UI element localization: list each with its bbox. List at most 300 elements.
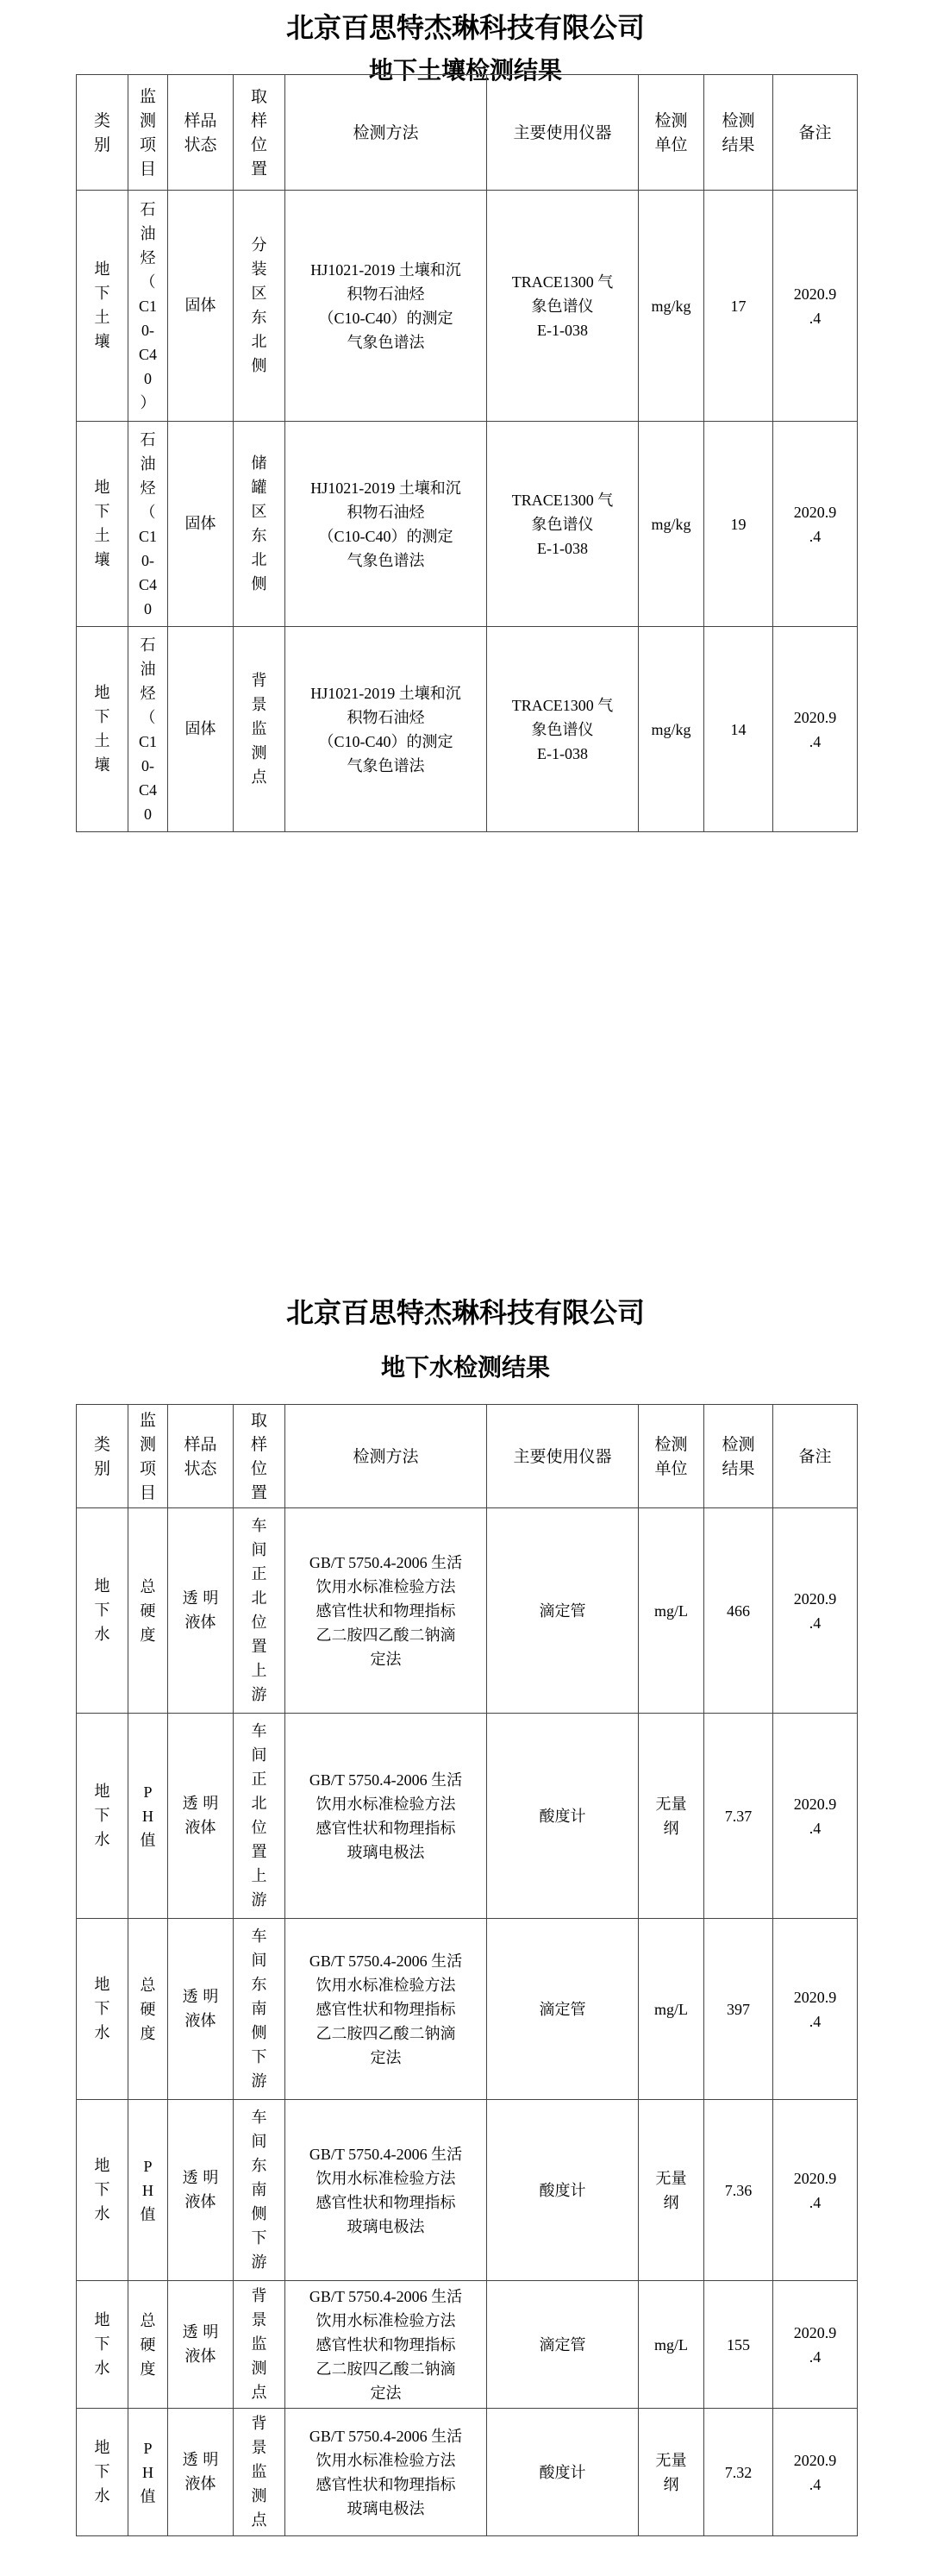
category-cell-line: 地 [94, 2438, 110, 2457]
method-cell [285, 627, 487, 832]
location-cell-line: 区 [251, 502, 267, 521]
header-category-line: 类 [93, 110, 110, 130]
header-location-line: 置 [250, 159, 267, 179]
item-cell-line: 油 [140, 454, 156, 473]
item-cell-line: 硬 [140, 1601, 156, 1620]
location-cell-line: 间 [251, 2132, 267, 2151]
category-cell-line: 壤 [94, 550, 110, 569]
item-cell-line: 总 [140, 1577, 156, 1595]
location-cell-line: 游 [251, 2253, 267, 2272]
method-cell-line: 定法 [370, 1650, 402, 1668]
category-cell [77, 2281, 128, 2409]
method-cell-line: 饮用水标准检验方法 [316, 2451, 456, 2469]
groundwater-results-table [76, 1404, 858, 2536]
item-cell-line: 0- [141, 551, 154, 569]
unit-cell [639, 2409, 704, 2536]
item-cell-line: 值 [140, 1831, 156, 1849]
location-cell-line: 车 [251, 1516, 267, 1535]
method-cell-line: GB/T 5750.4-2006 生活 [309, 1771, 463, 1789]
location-cell-line: 测 [251, 2486, 267, 2505]
method-cell-line: 积物石油烃 [347, 708, 425, 726]
item-cell-line: 油 [140, 224, 156, 242]
unit-cell: mg/kg [639, 191, 704, 422]
item-cell-line: C1 [138, 297, 157, 315]
item-cell-line: C4 [138, 780, 157, 799]
unit-cell-line: 无量 [655, 2169, 687, 2187]
category-cell-line: 下 [94, 284, 110, 303]
state-cell: 固体 [168, 191, 234, 422]
header-location-line: 样 [250, 1434, 267, 1454]
category-cell-line: 壤 [94, 755, 110, 774]
remark-cell-line: 2020.9 [793, 2323, 837, 2341]
remark-cell-line: 2020.9 [793, 2169, 837, 2187]
location-cell [234, 2281, 285, 2409]
category-cell-line: 土 [94, 731, 110, 750]
state-cell [168, 1508, 234, 1714]
item-cell-line: 石 [140, 430, 156, 448]
remark-cell-line: 2020.9 [793, 1988, 837, 2006]
instrument-cell-line: 酸度计 [539, 2181, 586, 2199]
header-remark: 备注 [773, 75, 858, 191]
item-cell [128, 627, 168, 832]
item-cell-line: 总 [140, 1976, 156, 1994]
location-cell-line: 侧 [251, 2023, 267, 2042]
instrument-cell-line: E-1-038 [537, 539, 588, 557]
category-cell [77, 627, 128, 832]
location-cell-line: 间 [251, 1540, 267, 1559]
category-cell-line: 地 [94, 260, 110, 279]
location-cell-line: 下 [251, 2047, 267, 2066]
item-cell-line: 油 [140, 660, 156, 678]
header-category-line: 类 [93, 1434, 110, 1454]
header-result-line: 结果 [722, 1458, 755, 1478]
method-cell [285, 2100, 487, 2281]
method-cell-line: GB/T 5750.4-2006 生活 [309, 2427, 463, 2445]
remark-cell [773, 422, 858, 627]
header-item-line: 目 [139, 159, 156, 179]
location-cell-line: 间 [251, 1746, 267, 1764]
item-cell-line: 总 [140, 2311, 156, 2329]
method-cell-line: 玻璃电极法 [347, 2217, 425, 2235]
method-cell-line: HJ1021-2019 土壤和沉 [310, 260, 461, 279]
category-cell [77, 191, 128, 422]
location-cell-line: 点 [251, 2510, 267, 2529]
item-cell-line: 0 [144, 369, 152, 387]
unit-cell-line: 纲 [663, 1819, 679, 1837]
item-cell-line: 值 [140, 2205, 156, 2223]
method-cell [285, 191, 487, 422]
table-row [77, 2409, 858, 2536]
item-cell-line: PH [142, 1783, 153, 1825]
result-cell: 7.37 [704, 1714, 773, 1919]
location-cell-line: 位 [251, 1613, 267, 1632]
location-cell-line: 游 [251, 1890, 267, 1909]
location-cell [234, 1714, 285, 1919]
method-cell [285, 422, 487, 627]
instrument-cell-line: 象色谱仪 [531, 297, 594, 315]
method-cell-line: （C10-C40）的测定 [318, 732, 453, 750]
header-category-line: 别 [93, 1458, 110, 1478]
state-cell-line: 透 明 [182, 1589, 219, 1608]
remark-cell-line: 2020.9 [793, 285, 837, 303]
method-cell [285, 2409, 487, 2536]
header-item-line: 测 [139, 1434, 156, 1454]
method-cell-line: 感官性状和物理指标 [316, 2335, 456, 2353]
method-cell [285, 2281, 487, 2409]
header-category-line: 别 [93, 135, 110, 154]
instrument-cell-line: 象色谱仪 [531, 720, 594, 738]
method-cell-line: 乙二胺四乙酸二钠滴 [316, 2360, 456, 2378]
item-cell-line: 0 [144, 599, 152, 617]
header-location-line: 取 [250, 86, 267, 106]
location-cell [234, 1508, 285, 1714]
item-cell-line: 石 [140, 200, 156, 218]
state-cell [168, 1714, 234, 1919]
item-cell-line: ） [140, 393, 156, 411]
remark-cell [773, 2409, 858, 2536]
category-cell-line: 地 [94, 1975, 110, 1994]
location-cell-line: 车 [251, 2108, 267, 2127]
location-cell-line: 景 [251, 2310, 267, 2329]
location-cell-line: 车 [251, 1721, 267, 1740]
method-cell-line: GB/T 5750.4-2006 生活 [309, 2287, 463, 2305]
category-cell-line: 地 [94, 1576, 110, 1595]
state-cell [168, 2100, 234, 2281]
location-cell [234, 422, 285, 627]
location-cell-line: 背 [251, 2286, 267, 2305]
item-cell-line: 烃 [140, 479, 156, 497]
method-cell-line: 感官性状和物理指标 [316, 1819, 456, 1837]
header-instrument: 主要使用仪器 [487, 1405, 639, 1508]
method-cell-line: 感官性状和物理指标 [316, 2193, 456, 2211]
item-cell-line: C4 [138, 575, 157, 593]
location-cell-line: 北 [251, 550, 267, 569]
item-cell [128, 2281, 168, 2409]
category-cell-line: 下 [94, 1601, 110, 1620]
category-cell-line: 下 [94, 502, 110, 521]
header-unit-line: 检测 [654, 110, 688, 130]
item-cell-line: 0- [141, 756, 154, 774]
method-cell-line: GB/T 5750.4-2006 生活 [309, 1553, 463, 1571]
instrument-cell [487, 422, 639, 627]
category-cell [77, 2100, 128, 2281]
category-cell-line: 水 [94, 2359, 110, 2378]
state-cell-line: 透 明 [182, 1987, 219, 2006]
company-name: 北京百思特杰琳科技有限公司 [285, 11, 645, 44]
item-cell [128, 2409, 168, 2536]
method-cell-line: HJ1021-2019 土壤和沉 [310, 684, 461, 702]
company-name: 北京百思特杰琳科技有限公司 [285, 1296, 645, 1329]
header-state-line: 状态 [184, 135, 217, 154]
state-cell-line: 液体 [184, 2192, 216, 2211]
table-row [77, 422, 858, 627]
remark-cell [773, 627, 858, 832]
instrument-cell [487, 1508, 639, 1714]
category-cell-line: 水 [94, 1625, 110, 1644]
location-cell-line: 景 [251, 2438, 267, 2457]
location-cell-line: 罐 [251, 478, 267, 497]
result-cell: 155 [704, 2281, 773, 2409]
method-cell-line: 气象色谱法 [347, 333, 425, 351]
remark-cell [773, 2100, 858, 2281]
unit-cell [639, 1919, 704, 2100]
unit-cell-line: 纲 [663, 2475, 679, 2493]
instrument-cell [487, 191, 639, 422]
location-cell-line: 分 [251, 235, 267, 254]
location-cell-line: 背 [251, 2414, 267, 2433]
method-cell-line: 玻璃电极法 [347, 2499, 425, 2517]
method-cell [285, 1919, 487, 2100]
method-cell-line: 饮用水标准检验方法 [316, 2311, 456, 2329]
remark-cell-line: .4 [809, 2475, 822, 2493]
remark-cell-line: .4 [809, 2347, 822, 2366]
header-state [168, 75, 234, 191]
location-cell-line: 侧 [251, 356, 267, 375]
unit-cell-line: 无量 [655, 1795, 687, 1813]
method-cell [285, 1508, 487, 1714]
instrument-cell-line: 象色谱仪 [531, 515, 594, 533]
category-cell-line: 下 [94, 707, 110, 726]
location-cell [234, 2100, 285, 2281]
header-state-line: 样品 [184, 1434, 217, 1454]
header-unit-line: 检测 [654, 1434, 688, 1454]
instrument-cell [487, 1919, 639, 2100]
unit-cell-line: 纲 [663, 2193, 679, 2211]
remark-cell [773, 2281, 858, 2409]
result-cell: 466 [704, 1508, 773, 1714]
remark-cell-line: 2020.9 [793, 503, 837, 521]
header-method: 检测方法 [285, 1405, 487, 1508]
remark-cell-line: .4 [809, 732, 822, 750]
method-cell-line: 饮用水标准检验方法 [316, 1976, 456, 1994]
location-cell-line: 测 [251, 743, 267, 762]
table-row [77, 1919, 858, 2100]
category-cell-line: 地 [94, 478, 110, 497]
item-cell-line: C1 [138, 732, 157, 750]
unit-cell-line: mg/L [654, 2000, 688, 2018]
method-cell-line: 乙二胺四乙酸二钠滴 [316, 1626, 456, 1644]
result-cell: 14 [704, 627, 773, 832]
category-cell-line: 下 [94, 1999, 110, 2018]
category-cell-line: 地 [94, 1782, 110, 1801]
result-cell: 7.32 [704, 2409, 773, 2536]
header-item-line: 项 [139, 1458, 156, 1478]
method-cell-line: （C10-C40）的测定 [318, 527, 453, 545]
location-cell-line: 景 [251, 695, 267, 714]
header-method: 检测方法 [285, 75, 487, 191]
item-cell [128, 1714, 168, 1919]
unit-cell [639, 2281, 704, 2409]
item-cell-line: PH [142, 2439, 153, 2481]
header-location-line: 样 [250, 110, 267, 130]
category-cell-line: 下 [94, 2462, 110, 2481]
location-cell-line: 监 [251, 2335, 267, 2353]
item-cell-line: 度 [140, 2360, 156, 2378]
result-cell: 19 [704, 422, 773, 627]
item-cell-line: 度 [140, 1626, 156, 1644]
method-cell-line: 积物石油烃 [347, 503, 425, 521]
category-cell-line: 壤 [94, 332, 110, 351]
category-cell [77, 1714, 128, 1919]
location-cell-line: 区 [251, 284, 267, 303]
table-row [77, 191, 858, 422]
category-cell-line: 水 [94, 2023, 110, 2042]
method-cell-line: GB/T 5750.4-2006 生活 [309, 1952, 463, 1970]
header-location-line: 位 [250, 135, 267, 154]
header-item-line: 监 [139, 86, 156, 106]
result-cell: 7.36 [704, 2100, 773, 2281]
table-row [77, 2100, 858, 2281]
location-cell-line: 南 [251, 1999, 267, 2018]
state-cell-line: 液体 [184, 2474, 216, 2493]
item-cell-line: 石 [140, 636, 156, 654]
table-row [77, 1508, 858, 1714]
state-cell-line: 液体 [184, 2347, 216, 2366]
instrument-cell-line: E-1-038 [537, 321, 588, 339]
item-cell-line: C1 [138, 527, 157, 545]
location-cell-line: 测 [251, 2359, 267, 2378]
header-category [77, 75, 128, 191]
header-result [704, 1405, 773, 1508]
category-cell-line: 水 [94, 2486, 110, 2505]
state-cell-line: 液体 [184, 2011, 216, 2030]
location-cell-line: 储 [251, 454, 267, 473]
instrument-cell [487, 2281, 639, 2409]
table-row [77, 627, 858, 832]
location-cell-line: 游 [251, 2071, 267, 2090]
unit-cell-line: mg/L [654, 2335, 688, 2353]
category-cell-line: 土 [94, 308, 110, 327]
header-instrument: 主要使用仪器 [487, 75, 639, 191]
unit-cell: mg/kg [639, 627, 704, 832]
item-cell-line: 0- [141, 321, 154, 339]
location-cell-line: 北 [251, 1794, 267, 1813]
item-cell-line: PH [142, 2157, 153, 2199]
state-cell-line: 透 明 [182, 2168, 219, 2187]
category-cell-line: 下 [94, 1806, 110, 1825]
state-cell-line: 透 明 [182, 1794, 219, 1813]
method-cell-line: 饮用水标准检验方法 [316, 1577, 456, 1595]
remark-cell-line: .4 [809, 1614, 822, 1632]
item-cell-line: 烃 [140, 684, 156, 702]
header-unit-line: 单位 [654, 135, 688, 154]
section-title: 地下水检测结果 [380, 1353, 550, 1382]
instrument-cell [487, 2409, 639, 2536]
location-cell-line: 东 [251, 526, 267, 545]
header-state-line: 状态 [184, 1458, 217, 1478]
header-location [234, 1405, 285, 1508]
remark-cell-line: 2020.9 [793, 1589, 837, 1608]
location-cell-line: 位 [251, 1818, 267, 1837]
state-cell-line: 透 明 [182, 2322, 219, 2341]
remark-cell-line: 2020.9 [793, 2451, 837, 2469]
unit-cell-line: mg/L [654, 1601, 688, 1620]
method-cell-line: HJ1021-2019 土壤和沉 [310, 479, 461, 497]
category-cell-line: 下 [94, 2180, 110, 2199]
category-cell [77, 1919, 128, 2100]
method-cell-line: 感官性状和物理指标 [316, 2475, 456, 2493]
item-cell-line: 烃 [140, 248, 156, 266]
header-unit-line: 单位 [654, 1458, 688, 1478]
category-cell-line: 水 [94, 2204, 110, 2223]
remark-cell [773, 1919, 858, 2100]
item-cell [128, 1508, 168, 1714]
location-cell [234, 627, 285, 832]
unit-cell [639, 1714, 704, 1919]
header-item-line: 监 [139, 1410, 156, 1430]
method-cell-line: （C10-C40）的测定 [318, 309, 453, 327]
location-cell-line: 东 [251, 308, 267, 327]
remark-cell [773, 1714, 858, 1919]
item-cell [128, 422, 168, 627]
unit-cell: mg/kg [639, 422, 704, 627]
header-unit [639, 75, 704, 191]
location-cell [234, 191, 285, 422]
remark-cell-line: .4 [809, 527, 822, 545]
location-cell-line: 东 [251, 1975, 267, 1994]
header-result-line: 结果 [722, 135, 755, 154]
header-item [128, 1405, 168, 1508]
instrument-cell-line: 滴定管 [539, 2335, 586, 2353]
header-location-line: 取 [250, 1410, 267, 1430]
header-remark: 备注 [773, 1405, 858, 1508]
instrument-cell-line: TRACE1300 气 [511, 491, 614, 509]
remark-cell [773, 191, 858, 422]
result-cell: 397 [704, 1919, 773, 2100]
item-cell [128, 2100, 168, 2281]
remark-cell [773, 1508, 858, 1714]
remark-cell-line: 2020.9 [793, 1795, 837, 1813]
category-cell [77, 422, 128, 627]
unit-cell [639, 2100, 704, 2281]
location-cell-line: 南 [251, 2180, 267, 2199]
category-cell-line: 地 [94, 2310, 110, 2329]
header-state-line: 样品 [184, 110, 217, 130]
method-cell-line: GB/T 5750.4-2006 生活 [309, 2145, 463, 2163]
section-title: 地下土壤检测结果 [368, 56, 562, 85]
result-cell: 17 [704, 191, 773, 422]
item-cell-line: 硬 [140, 2000, 156, 2018]
state-cell [168, 1919, 234, 2100]
state-cell-line: 液体 [184, 1613, 216, 1632]
location-cell-line: 正 [251, 1770, 267, 1789]
category-cell-line: 水 [94, 1830, 110, 1849]
location-cell-line: 北 [251, 1589, 267, 1608]
category-cell-line: 地 [94, 683, 110, 702]
category-cell-line: 土 [94, 526, 110, 545]
header-category [77, 1405, 128, 1508]
location-cell [234, 2409, 285, 2536]
category-cell [77, 2409, 128, 2536]
location-cell-line: 侧 [251, 574, 267, 593]
instrument-cell-line: 酸度计 [539, 1807, 586, 1825]
item-cell [128, 191, 168, 422]
location-cell-line: 正 [251, 1564, 267, 1583]
state-cell [168, 2409, 234, 2536]
state-cell [168, 2281, 234, 2409]
item-cell-line: （ [140, 708, 156, 726]
instrument-cell [487, 627, 639, 832]
unit-cell-line: 无量 [655, 2451, 687, 2469]
method-cell-line: 定法 [370, 2384, 402, 2402]
header-item-line: 项 [139, 135, 156, 154]
location-cell-line: 游 [251, 1685, 267, 1704]
header-item [128, 75, 168, 191]
location-cell-line: 装 [251, 260, 267, 279]
method-cell-line: 感官性状和物理指标 [316, 1601, 456, 1620]
state-cell: 固体 [168, 422, 234, 627]
item-cell-line: 硬 [140, 2335, 156, 2353]
